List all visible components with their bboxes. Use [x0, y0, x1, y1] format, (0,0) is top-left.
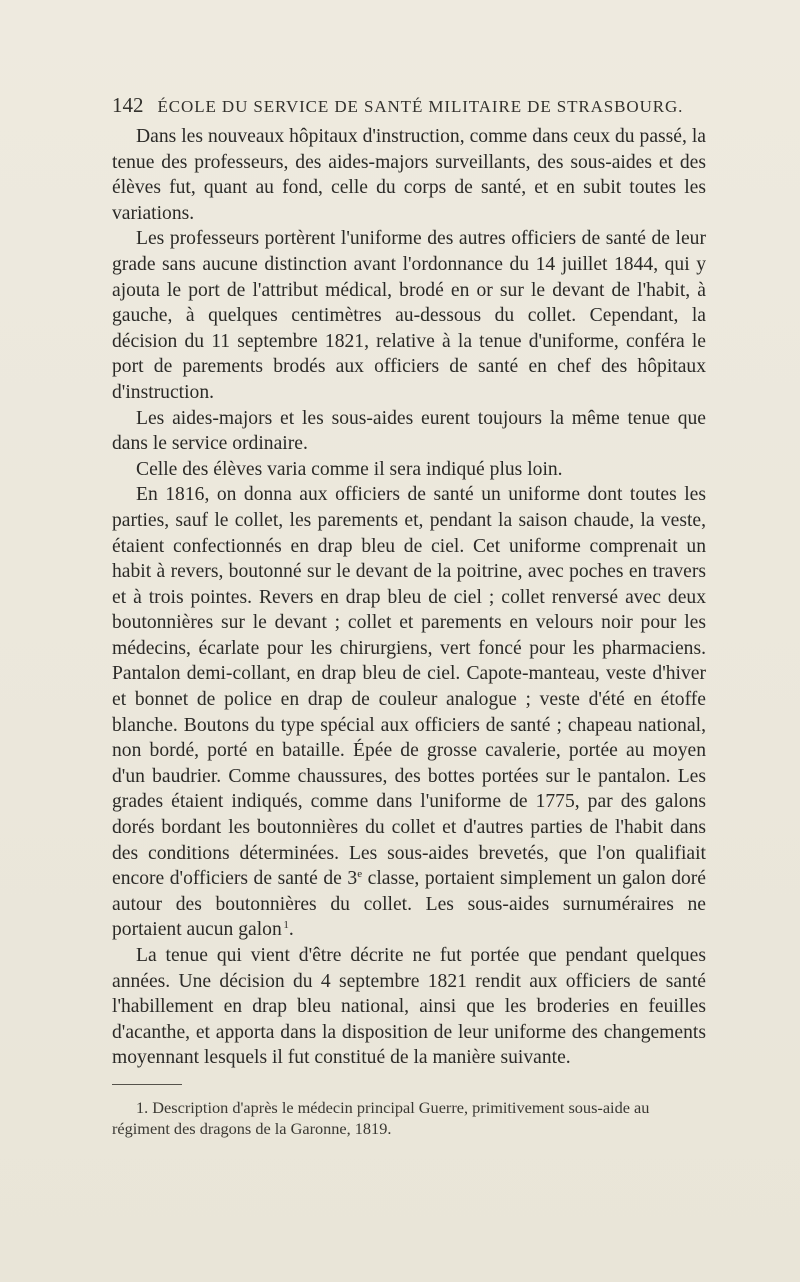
- running-header: [112, 93, 712, 118]
- footnote-text: Description d'après le médecin principal Guerre, primitivement sous-aide au régiment des dragons de la Garonne, 1819.: [112, 1098, 650, 1138]
- paragraph-5-continuation: classe, portaient simplement un galon doré autour des boutonnières du collet. Les sous-aides surnuméraires ne portaient aucun galon: [112, 868, 707, 941]
- paragraph-5-end: .: [288, 919, 294, 941]
- paragraph-5: [112, 482, 706, 943]
- paragraph-2: Les professeurs portèrent l'uniforme des autres officiers de santé de leur grade sans aucune distinction avant l'ordonnance du 14 juillet 1844, qui y ajouta le port de l'attribut médical, brodé en or sur le devant de l'habit, à gauche, à quelques centimètres au-dessous du collet. Cependant, la décision du 11 septembre 1821, relative à la tenue d'uniforme, conféra le port de parements brodés aux officiers de santé en chef des hôpitaux d'instruction.: [112, 228, 706, 403]
- body-text: [112, 124, 706, 1071]
- footnote-marker: 1: [283, 919, 289, 932]
- footnote-divider: [112, 1084, 182, 1085]
- paragraph-1: Dans les nouveaux hôpitaux d'instruction, comme dans ceux du passé, la tenue des professeurs, des aides-majors surveillants, des sous-aides et des élèves fut, quant au fond, celle du corps de santé, et en subit toutes les variations.: [112, 126, 706, 224]
- ordinal-superscript: e: [357, 868, 363, 881]
- footnote-number: 1.: [136, 1098, 149, 1117]
- footnote: [112, 1097, 706, 1139]
- paragraph-3: Les aides-majors et les sous-aides eurent toujours la même tenue que dans le service ordinaire.: [112, 407, 706, 455]
- running-title: ÉCOLE DU SERVICE DE SANTÉ MILITAIRE DE STRASBOURG.: [157, 97, 684, 116]
- paragraph-4: Celle des élèves varia comme il sera indiqué plus loin.: [136, 458, 563, 480]
- paragraph-5-text: En 1816, on donna aux officiers de santé un uniforme dont toutes les parties, sauf le collet, les parements et, pendant la saison chaude, la veste, étaient confectionnés en drap bleu de ciel. Cet uniforme comprenait un habit à revers, boutonné sur le devant de la poitrine, avec poches en travers et à trois pointes. Revers en drap bleu de ciel ; collet renversé avec deux boutonnières sur le devant ; collet et parements en velours noir pour les médecins, écarlate pour les chirurgiens, vert foncé pour les pharmaciens. Pantalon demi-collant, en drap bleu de ciel. Capote-manteau, veste d'hiver et bonnet de police en drap de couleur analogue ; veste d'été en étoffe blanche. Boutons du type spécial aux officiers de santé ; chapeau national, non bordé, porté en bataille. Épée de grosse cavalerie, portée au moyen d'un baudrier. Comme chaussures, des bottes portées sur le pantalon. Les grades étaient indiqués, comme dans l'uniforme de 1775, par des galons dorés bordant les boutonnières du collet et d'autres parties de l'habit dans des conditions déterminées. Les sous-aides brevetés, que l'on qualifiait encore d'officiers de santé de 3: [112, 484, 706, 890]
- paragraph-6: La tenue qui vient d'être décrite ne fut portée que pendant quelques années. Une décision du 4 septembre 1821 rendit aux officiers de santé l'habillement en drap bleu national, ainsi que les broderies en feuilles d'acanthe, et apporta dans la disposition de leur uniforme des changements moyennant lesquels il fut constitué de la manière suivante.: [112, 945, 706, 1069]
- page-number: 142: [112, 93, 144, 117]
